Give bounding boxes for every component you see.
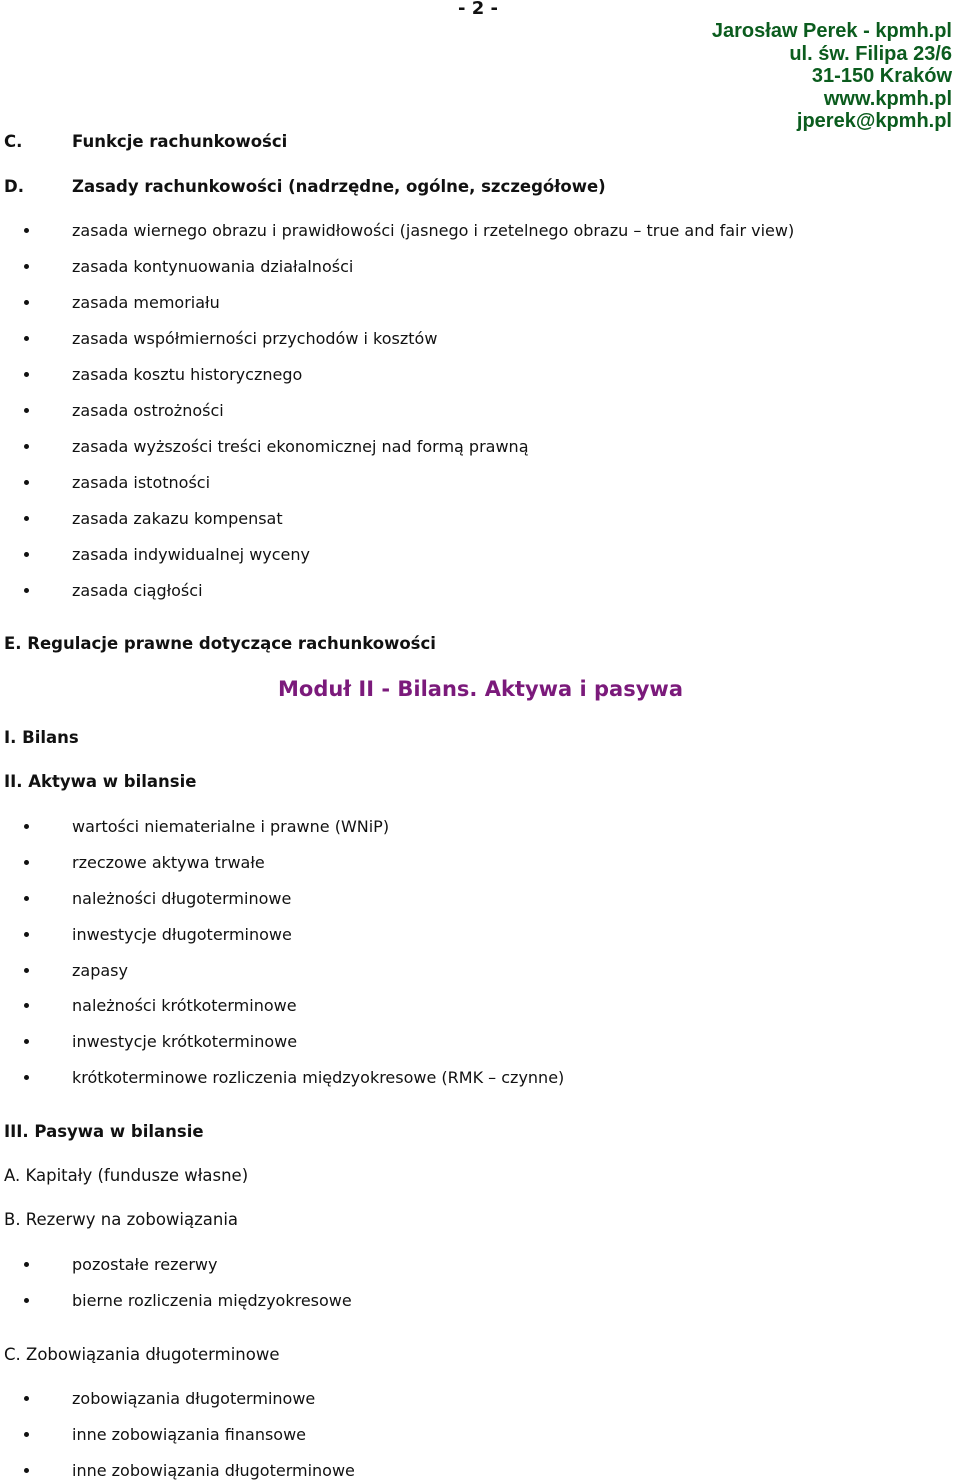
section-d-letter: D. — [4, 177, 24, 196]
bullet-icon — [24, 896, 29, 901]
bullet-icon — [24, 480, 29, 485]
list-item: zapasy — [0, 961, 900, 981]
bullet-icon — [24, 1039, 29, 1044]
bullet-icon — [24, 372, 29, 377]
list-item: inwestycje długoterminowe — [0, 925, 900, 945]
list-item: zasada zakazu kompensat — [0, 509, 900, 529]
bullet-icon — [24, 1396, 29, 1401]
list-item: inne zobowiązania finansowe — [0, 1425, 900, 1445]
list-item: zasada istotności — [0, 473, 900, 493]
list-item: inwestycje krótkoterminowe — [0, 1032, 900, 1052]
list-item: zasada kontynuowania działalności — [0, 257, 900, 277]
contact-block — [712, 20, 952, 133]
bullet-icon — [24, 1003, 29, 1008]
section-c-letter: C. — [4, 132, 23, 151]
section-i-heading: I. Bilans — [4, 728, 79, 747]
list-item: zasada współmierności przychodów i kosztów — [0, 329, 900, 349]
list-item: krótkoterminowe rozliczenia międzyokresowe (RMK – czynne) — [0, 1068, 900, 1088]
section-iii-heading: III. Pasywa w bilansie — [4, 1122, 204, 1141]
list-item: zasada wiernego obrazu i prawidłowości (jasnego i rzetelnego obrazu – true and fair view) — [0, 221, 900, 241]
bullet-icon — [24, 552, 29, 557]
list-item: zasada ciągłości — [0, 581, 900, 601]
pasywa-c-heading: C. Zobowiązania długoterminowe — [4, 1345, 280, 1364]
list-item: należności długoterminowe — [0, 889, 900, 909]
bullet-icon — [24, 1075, 29, 1080]
page-number: - 2 - — [458, 0, 498, 19]
module-title: Moduł II - Bilans. Aktywa i pasywa — [278, 677, 683, 701]
pasywa-a-heading: A. Kapitały (fundusze własne) — [4, 1166, 249, 1185]
bullet-icon — [24, 824, 29, 829]
bullet-icon — [24, 1298, 29, 1303]
section-d-title: Zasady rachunkowości (nadrzędne, ogólne, szczegółowe) — [72, 177, 606, 196]
bullet-icon — [24, 968, 29, 973]
bullet-icon — [24, 336, 29, 341]
list-item: rzeczowe aktywa trwałe — [0, 853, 900, 873]
bullet-icon — [24, 264, 29, 269]
contact-email: jperek@kpmh.pl — [796, 110, 952, 132]
bullet-icon — [24, 588, 29, 593]
list-item: inne zobowiązania długoterminowe — [0, 1461, 900, 1481]
contact-name: Jarosław Perek - kpmh.pl — [711, 20, 952, 42]
section-ii-heading: II. Aktywa w bilansie — [4, 772, 197, 791]
bullet-icon — [24, 1262, 29, 1267]
list-item: zasada ostrożności — [0, 401, 900, 421]
section-c-title: Funkcje rachunkowości — [72, 132, 288, 151]
bullet-icon — [24, 228, 29, 233]
list-item: zasada memoriału — [0, 293, 900, 313]
list-item: bierne rozliczenia międzyokresowe — [0, 1291, 900, 1311]
list-item: zobowiązania długoterminowe — [0, 1389, 900, 1409]
bullet-icon — [24, 860, 29, 865]
list-item: pozostałe rezerwy — [0, 1255, 900, 1275]
contact-website: www.kpmh.pl — [823, 87, 952, 110]
bullet-icon — [24, 516, 29, 521]
list-item: zasada wyższości treści ekonomicznej nad formą prawną — [0, 437, 900, 457]
bullet-icon — [24, 408, 29, 413]
bullet-icon — [24, 1432, 29, 1437]
pasywa-b-heading: B. Rezerwy na zobowiązania — [4, 1210, 239, 1229]
contact-city: 31-150 Kraków — [811, 65, 952, 87]
bullet-icon — [24, 444, 29, 449]
list-item: należności krótkoterminowe — [0, 996, 900, 1016]
list-item: zasada indywidualnej wyceny — [0, 545, 900, 565]
bullet-icon — [24, 1468, 29, 1473]
list-item: zasada kosztu historycznego — [0, 365, 900, 385]
list-item: wartości niematerialne i prawne (WNiP) — [0, 817, 900, 837]
contact-street: ul. św. Filipa 23/6 — [789, 42, 952, 65]
section-e-heading: E. Regulacje prawne dotyczące rachunkowości — [4, 634, 436, 653]
bullet-icon — [24, 300, 29, 305]
bullet-icon — [24, 932, 29, 937]
